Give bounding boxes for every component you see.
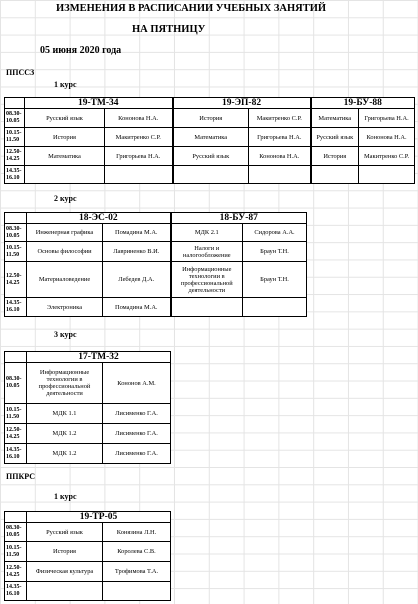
- subject-cell: [171, 298, 243, 317]
- subject-cell: [25, 166, 105, 184]
- teacher-cell: Макитренко С.Р.: [359, 147, 415, 166]
- time-header: [5, 213, 27, 224]
- teacher-cell: [359, 166, 415, 184]
- subject-cell: Математика: [25, 147, 105, 166]
- subject-cell: МДК 2.1: [171, 224, 243, 242]
- group-header: 18-БУ-87: [171, 213, 307, 224]
- teacher-cell: Лисименко Г.А.: [103, 404, 171, 424]
- time-slot: 08.30-10.05: [5, 363, 27, 404]
- course-label-2: 2 курс: [54, 194, 77, 203]
- subject-cell: История: [25, 128, 105, 147]
- group-header: 17-ТМ-32: [27, 352, 171, 363]
- teacher-cell: Конязина Л.Н.: [103, 523, 171, 542]
- time-slot: 08.30-10.05: [5, 224, 27, 242]
- time-slot: 14.35-16.10: [5, 582, 27, 601]
- page-title: ИЗМЕНЕНИЯ В РАСПИСАНИИ УЧЕБНЫХ ЗАНЯТИЙ: [56, 3, 327, 14]
- subject-cell: Основы философии: [27, 242, 103, 262]
- subject-cell: Физическая культура: [27, 562, 103, 582]
- teacher-cell: Королева С.В.: [103, 542, 171, 562]
- subject-cell: МДК 1.2: [27, 424, 103, 444]
- teacher-cell: Кононова Н.А.: [105, 109, 173, 128]
- subject-cell: Информационные технологии в профессиональной деятельности: [27, 363, 103, 404]
- time-slot: 14.35-16.10: [5, 444, 27, 464]
- teacher-cell: Трофимова Т.А.: [103, 562, 171, 582]
- teacher-cell: Кононова Н.А.: [249, 147, 311, 166]
- teacher-cell: Сидорова А.А.: [243, 224, 307, 242]
- schedule-table-course-2: [4, 212, 307, 317]
- subject-cell: МДК 1.2: [27, 444, 103, 464]
- subject-cell: [27, 582, 103, 601]
- group-header: 19-БУ-88: [311, 98, 415, 109]
- subject-cell: [173, 166, 249, 184]
- teacher-cell: Помадина М.А.: [103, 224, 171, 242]
- section-label-ppkrs: ППКРС: [6, 472, 36, 481]
- teacher-cell: Григорьева Н.А.: [249, 128, 311, 147]
- teacher-cell: Помадина М.А.: [103, 298, 171, 317]
- course-label-1-ppkrs: 1 курс: [54, 492, 77, 501]
- time-header: [5, 98, 25, 109]
- teacher-cell: Макитренко С.Р.: [249, 109, 311, 128]
- subject-cell: Налоги и налогообложение: [171, 242, 243, 262]
- schedule-date: 05 июня 2020 года: [40, 45, 122, 56]
- teacher-cell: Кононова Н.А.: [359, 128, 415, 147]
- time-slot: 14.35-16.10: [5, 298, 27, 317]
- schedule-table-course-1: [4, 97, 415, 184]
- teacher-cell: [103, 582, 171, 601]
- teacher-cell: [243, 298, 307, 317]
- teacher-cell: Браун Т.Н.: [243, 262, 307, 298]
- time-slot: 08.30-10.05: [5, 109, 25, 128]
- time-header: [5, 512, 27, 523]
- subject-cell: Математика: [311, 109, 359, 128]
- time-slot: 10.15-11.50: [5, 128, 25, 147]
- group-header: 18-ЭС-02: [27, 213, 171, 224]
- subject-cell: Математика: [173, 128, 249, 147]
- schedule-table-course-3: [4, 351, 171, 464]
- page-subtitle: НА ПЯТНИЦУ: [132, 24, 206, 35]
- subject-cell: История: [311, 147, 359, 166]
- subject-cell: Русский язык: [173, 147, 249, 166]
- teacher-cell: [105, 166, 173, 184]
- time-slot: 08.30-10.05: [5, 523, 27, 542]
- time-slot: 12.50-14.25: [5, 262, 27, 298]
- schedule-table-ppkrs-course-1: [4, 511, 171, 601]
- group-header: 19-ТР-05: [27, 512, 171, 523]
- teacher-cell: Григорьева Н.А.: [359, 109, 415, 128]
- course-label-1: 1 курс: [54, 80, 77, 89]
- subject-cell: История: [27, 542, 103, 562]
- time-header: [5, 352, 27, 363]
- course-label-3: 3 курс: [54, 330, 77, 339]
- teacher-cell: [249, 166, 311, 184]
- subject-cell: Информационные технологии в профессиональной деятельности: [171, 262, 243, 298]
- subject-cell: МДК 1.1: [27, 404, 103, 424]
- time-slot: 14.35-16.10: [5, 166, 25, 184]
- teacher-cell: Лавриненко В.И.: [103, 242, 171, 262]
- subject-cell: Электроника: [27, 298, 103, 317]
- group-header: 19-ЭП-82: [173, 98, 311, 109]
- section-label-ppssz: ППССЗ: [6, 68, 35, 77]
- teacher-cell: Лисименко Г.А.: [103, 444, 171, 464]
- teacher-cell: Григорьева Н.А.: [105, 147, 173, 166]
- subject-cell: Инженерная графика: [27, 224, 103, 242]
- time-slot: 12.50-14.25: [5, 424, 27, 444]
- subject-cell: Материаловедение: [27, 262, 103, 298]
- teacher-cell: Кононов А.М.: [103, 363, 171, 404]
- subject-cell: Русский язык: [25, 109, 105, 128]
- subject-cell: [311, 166, 359, 184]
- subject-cell: Русский язык: [27, 523, 103, 542]
- time-slot: 10.15-11.50: [5, 242, 27, 262]
- teacher-cell: Лебедев Д.А.: [103, 262, 171, 298]
- subject-cell: История: [173, 109, 249, 128]
- time-slot: 12.50-14.25: [5, 147, 25, 166]
- teacher-cell: Браун Т.Н.: [243, 242, 307, 262]
- teacher-cell: Макитренко С.Р.: [105, 128, 173, 147]
- time-slot: 10.15-11.50: [5, 542, 27, 562]
- time-slot: 12.50-14.25: [5, 562, 27, 582]
- subject-cell: Русский язык: [311, 128, 359, 147]
- group-header: 19-ТМ-34: [25, 98, 173, 109]
- time-slot: 10.15-11.50: [5, 404, 27, 424]
- teacher-cell: Лисименко Г.А.: [103, 424, 171, 444]
